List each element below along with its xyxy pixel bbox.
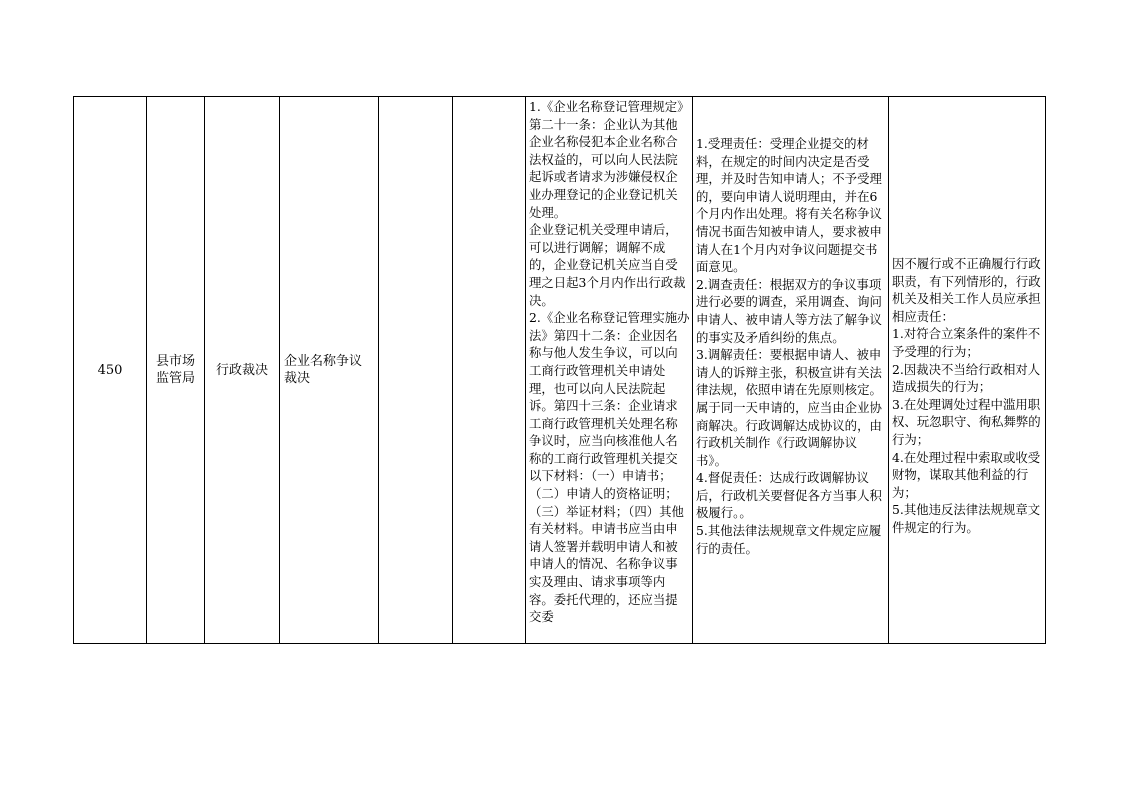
power-list-table (73, 96, 1046, 644)
responsibility-cell (693, 97, 889, 643)
power-type-cell (205, 97, 280, 643)
row-number: 450 (97, 362, 123, 378)
number-cell (74, 97, 147, 643)
basis-cell (526, 97, 693, 643)
item-name-cell (280, 97, 379, 643)
responsibility-text: 1.受理责任：受理企业提交的材料，在规定的时间内决定是否受理，并及时告知申请人；不予受理的，要向申请人说明理由，并在6个月内作出处理。将有关名称争议情况书面告知被申请人，要求被申请人在1个月内对争议问题提交书面意见。 2.调查责任：根据双方的争议事项进行必要的调查，采用调查、询问申请人、被申请人等方法了解争议的事实及矛盾纠纷的焦点。 3.调解责任：要根据申请人、被申请人的诉辩主张，积极宣讲有关法律法规，依照申请在先原则核定。属于同一天申请的，应当由企业协商解决。行政调解达成协议的，由行政机关制作《行政调解协议书》。 4.督促责任：达成行政调解协议后，行政机关要督促各方当事人积极履行。。 5.其他法律法规规章文件规定应履行的责任。 (696, 136, 882, 556)
sub-item-cell (379, 97, 453, 643)
power-type: 行政裁决 (215, 362, 268, 378)
department-name: 县市场监管局 (155, 354, 195, 386)
liability-cell (889, 97, 1046, 643)
liability-text: 因不履行或不正确履行行政职责，有下列情形的，行政机关及相关工作人员应承担相应责任： 1.对符合立案条件的案件不予受理的行为； 2.因裁决不当给行政相对人造成损失的行为； 3.在处理调处过程中滥用职权、玩忽职守、徇私舞弊的行为； 4.在处理过程中索取或收受财物，谋取其他利益的行为； 5.其他违反法律法规规章文件规定的行为。 (892, 256, 1041, 535)
department-cell (147, 97, 205, 643)
spacer-cell (453, 97, 526, 643)
legal-basis-text: 1.《企业名称登记管理规定》第二十一条：企业认为其他企业名称侵犯本企业名称合法权益的，可以向人民法院起诉或者请求为涉嫌侵权企业办理登记的企业登记机关处理。 企业登记机关受理申请后，可以进行调解；调解不成的，企业登记机关应当自受理之日起3个月内作出行政裁决。 2.《企业名称登记管理实施办法》第四十二条：企业因名称与他人发生争议，可以向工商行政管理机关申请处理，也可以向人民法院起诉。第四十三条：企业请求工商行政管理机关处理名称争议时，应当向核准他人名称的工商行政管理机关提交以下材料：（一）申请书；（二）申请人的资格证明；（三）举证材料；（四）其他有关材料。申请书应当由申请人签署并载明申请人和被申请人的情况、名称争议事实及理由、请求事项等内容。委托代理的，还应当提交委 (529, 99, 690, 625)
item-name: 企业名称争议裁决 (284, 354, 363, 386)
